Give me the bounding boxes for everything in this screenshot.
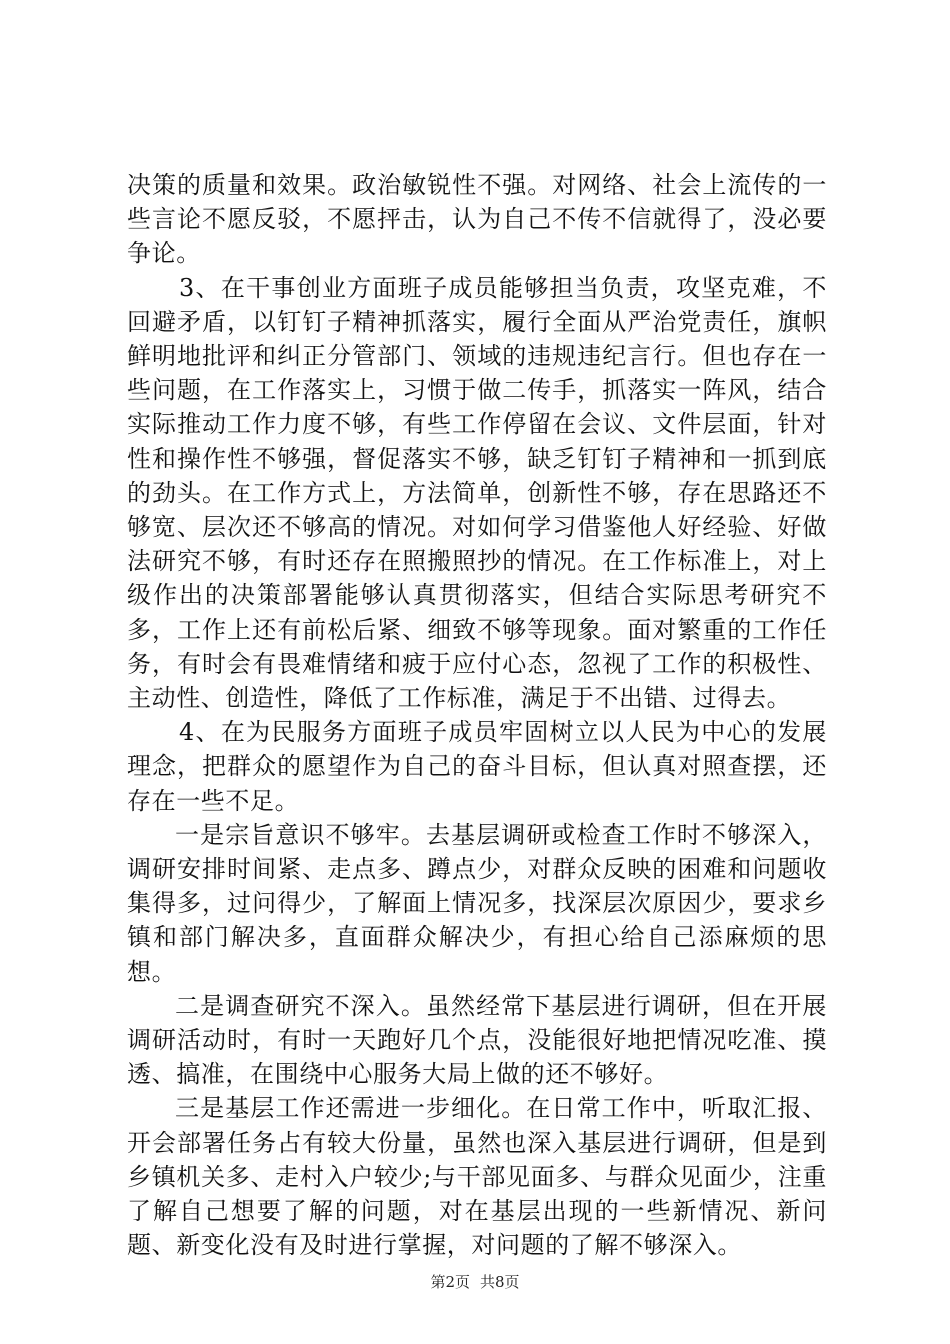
paragraph-item-3: 3、在干事创业方面班子成员能够担当负责，攻坚克难，不回避矛盾，以钉钉子精神抓落实，履行全面从严治党责任，旗帜鲜明地批评和纠正分管部门、领域的违规违纪言行。但也存在一些问题，在工作落实上，习惯于做二传手，抓落实一阵风，结合实际推动工作力度不够，有些工作停留在会议、文件层面，针对性和操作性不够强，督促落实不够，缺乏钉钉子精神和一抓到底的劲头。在工作方式上，方法简单，创新性不够，存在思路还不够宽、层次还不够高的情况。对如何学习借鉴他人好经验、好做法研究不够，有时还存在照搬照抄的情况。在工作标准上，对上级作出的决策部署能够认真贯彻落实，但结合实际思考研究不多，工作上还有前松后紧、细致不够等现象。面对繁重的工作任务，有时会有畏难情绪和疲于应付心态，忽视了工作的积极性、主动性、创造性，降低了工作标准，满足于不出错、过得去。: [127, 273, 827, 713]
page-footer: [0, 1272, 950, 1292]
paragraph-continuation: 决策的质量和效果。政治敏锐性不强。对网络、社会上流传的一些言论不愿反驳，不愿抨击，认为自己不传不信就得了，没必要争论。: [127, 171, 827, 268]
paragraph-point-2: 二是调查研究不深入。虽然经常下基层进行调研，但在开展调研活动时，有时一天跑好几个点，没能很好地把情况吃准、摸透、搞准，在围绕中心服务大局上做的还不够好。: [127, 991, 827, 1089]
paragraph-point-1: 一是宗旨意识不够牢。去基层调研或检查工作时不够深入，调研安排时间紧、走点多、蹲点少，对群众反映的困难和问题收集得多，过问得少，了解面上情况多，找深层次原因少，要求乡镇和部门解决多，直面群众解决少，有担心给自己添麻烦的思想。: [127, 820, 827, 986]
page-number: 第2页: [430, 1273, 470, 1291]
paragraph-item-4: 4、在为民服务方面班子成员牢固树立以人民为中心的发展理念，把群众的愿望作为自己的奋斗目标，但认真对照查摆，还存在一些不足。: [127, 718, 827, 815]
paragraph-point-3: 三是基层工作还需进一步细化。在日常工作中，听取汇报、开会部署任务占有较大份量，虽然也深入基层进行调研，但是到乡镇机关多、走村入户较少;与干部见面多、与群众见面少，注重了解自己想要了解的问题，对在基层出现的一些新情况、新问题、新变化没有及时进行掌握，对问题的了解不够深入。: [127, 1094, 827, 1260]
page-total: 共8页: [480, 1273, 520, 1291]
document-body: [127, 168, 827, 1263]
